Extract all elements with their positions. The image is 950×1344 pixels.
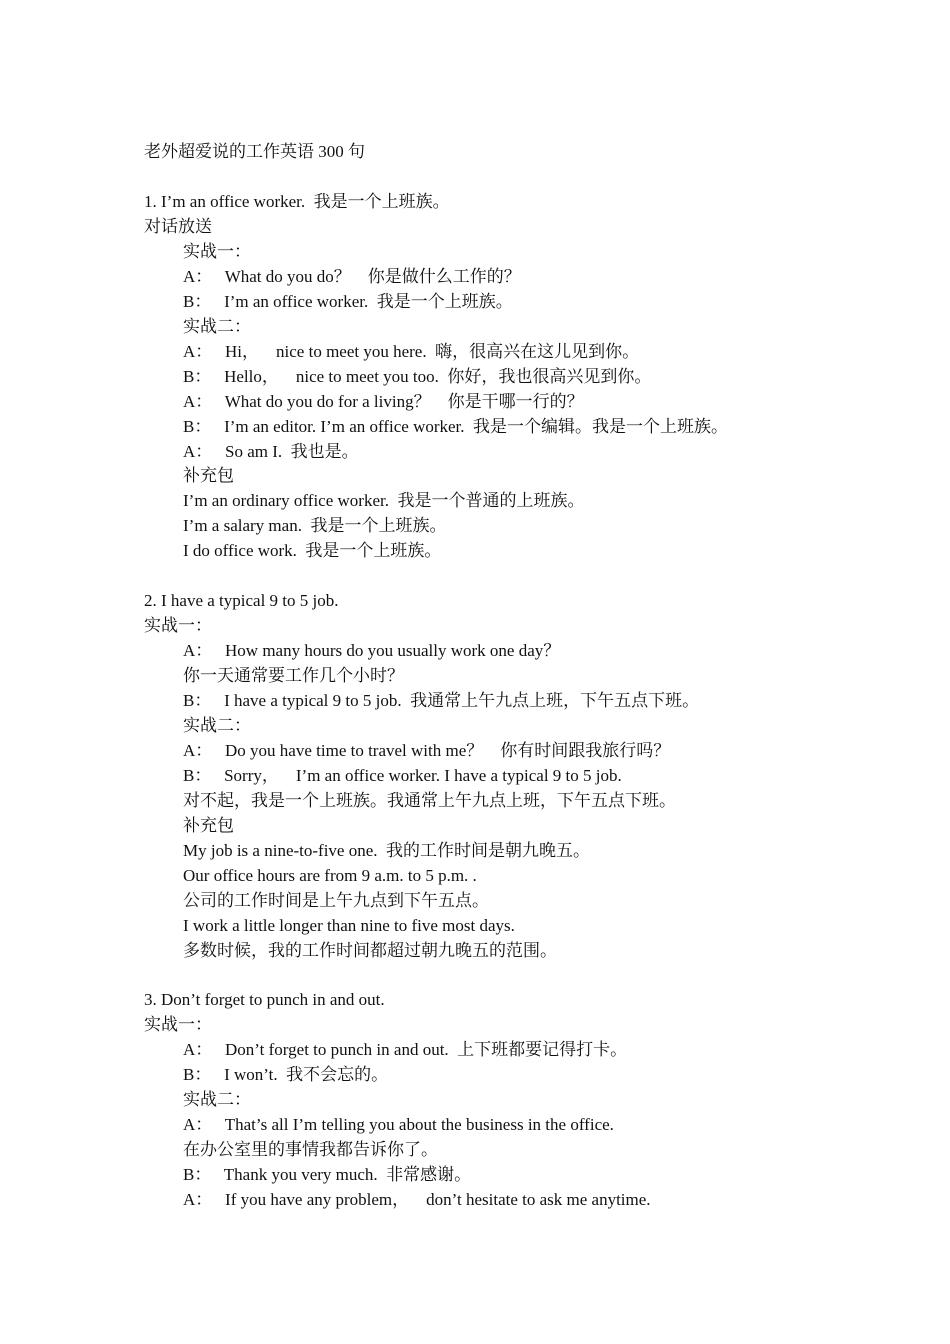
text-line: A： If you have any problem， don’t hesitate to ask me anytime. [183, 1190, 651, 1209]
text-line: 对话放送 [144, 216, 212, 236]
text-line: 实战二： [183, 715, 251, 735]
text-line: A： What do you do？ 你是做什么工作的？ [183, 266, 521, 286]
text-line: 1. I’m an office worker. 我是一个上班族。 [144, 192, 450, 211]
text-line: 实战二： [183, 1090, 251, 1110]
text-line: 补充包 [183, 466, 234, 486]
text-line: B： I’m an office worker. 我是一个上班族。 [183, 291, 513, 311]
text-line: 在办公室里的事情我都告诉你了。 [183, 1140, 438, 1160]
text-line: My job is a nine-to-five one. 我的工作时间是朝九晚五。 [183, 840, 591, 860]
text-line: B： I have a typical 9 to 5 job. 我通常上午九点上班，下午五点下班。 [183, 691, 700, 710]
text-line: A： Hi， nice to meet you here. 嗨，很高兴在这儿见到你。 [183, 341, 640, 361]
text-line: 实战二： [183, 316, 251, 336]
text-line: 你一天通常要工作几个小时？ [183, 666, 404, 685]
text-line: 实战一： [144, 1015, 212, 1035]
text-line: I’m an ordinary office worker. 我是一个普通的上班族。 [183, 491, 585, 511]
text-line: A： That’s all I’m telling you about the business in the office. [183, 1115, 614, 1135]
text-line: I work a little longer than nine to five most days. [183, 915, 515, 935]
text-line: 实战一： [144, 616, 212, 636]
text-line: 公司的工作时间是上午九点到下午五点。 [183, 890, 489, 910]
text-line: I’m a salary man. 我是一个上班族。 [183, 516, 447, 536]
text-line: A： Do you have time to travel with me？ 你有时间跟我旅行吗？ [183, 740, 671, 760]
text-line: B： I’m an editor. I’m an office worker. 我是一个编辑。我是一个上班族。 [183, 416, 729, 436]
text-line: 补充包 [183, 815, 234, 835]
document-title: 老外超爱说的工作英语 300 句 [144, 142, 365, 161]
text-line: 多数时候，我的工作时间都超过朝九晚五的范围。 [183, 940, 557, 960]
text-line: B： I won’t. 我不会忘的。 [183, 1065, 389, 1085]
text-line: B： Sorry， I’m an office worker. I have a typical 9 to 5 job. [183, 765, 622, 785]
text-line: 对不起，我是一个上班族。我通常上午九点上班，下午五点下班。 [183, 790, 676, 810]
text-line: A： So am I. 我也是。 [183, 441, 359, 461]
text-line: 3. Don’t forget to punch in and out. [144, 990, 385, 1010]
text-line: I do office work. 我是一个上班族。 [183, 541, 442, 561]
text-line: A： What do you do for a living？ 你是干哪一行的？ [183, 391, 584, 411]
text-line: 2. I have a typical 9 to 5 job. [144, 591, 339, 611]
text-line: A： How many hours do you usually work one day？ [183, 641, 561, 661]
text-line: A： Don’t forget to punch in and out. 上下班都要记得打卡。 [183, 1040, 628, 1060]
text-line: B： Hello， nice to meet you too. 你好，我也很高兴见到你。 [183, 366, 652, 386]
text-line: Our office hours are from 9 a.m. to 5 p.m. . [183, 865, 477, 885]
text-line: 实战一： [183, 241, 251, 261]
text-line: B： Thank you very much. 非常感谢。 [183, 1165, 472, 1184]
